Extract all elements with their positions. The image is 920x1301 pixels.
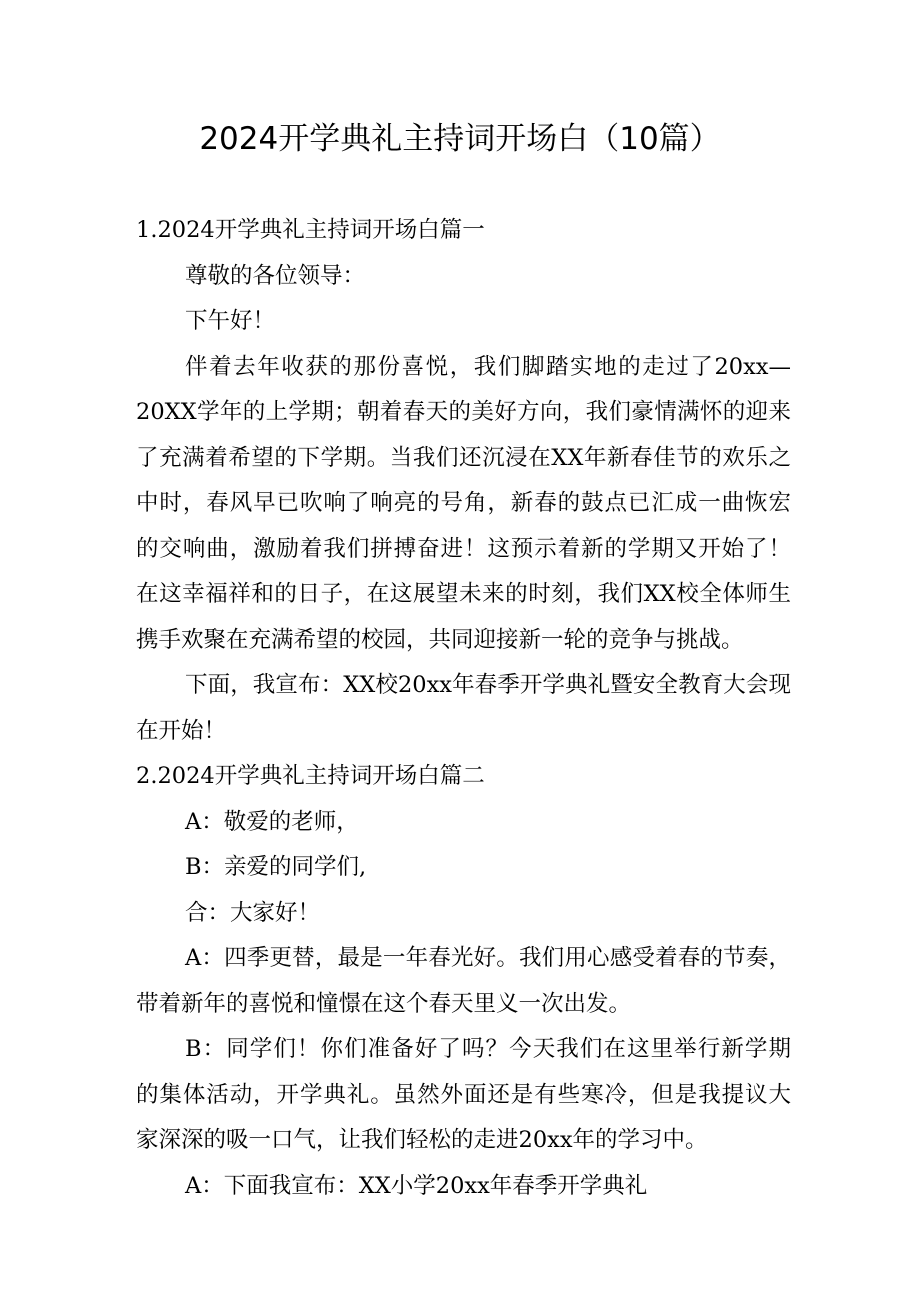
paragraph-line: 伴着去年收获的那份喜悦，我们脚踏实地的走过了20xx— — [185, 353, 791, 380]
paragraph-line: 的集体活动，开学典礼。虽然外面还是有些寒冷，但是我提议大 — [136, 1081, 791, 1108]
dialogue-line-a: A：敬爱的老师， — [185, 808, 359, 835]
document-body — [136, 208, 791, 1209]
dialogue-line-together: 合：大家好！ — [185, 899, 321, 926]
paragraph-line: 下面，我宣布：XX校20xx年春季开学典礼暨安全教育大会现 — [185, 672, 791, 698]
paragraph-line: B：同学们！你们准备好了吗？今天我们在这里举行新学期 — [185, 1036, 791, 1062]
paragraph-line: 中时，春风早已吹响了响亮的号角，新春的鼓点已汇成一曲恢宏 — [136, 490, 791, 516]
paragraph-line: 的交响曲，激励着我们拼搏奋进！这预示着新的学期又开始了！ — [136, 535, 791, 562]
paragraph-line: 了充满着希望的下学期。当我们还沉浸在XX年新春佳节的欢乐之 — [136, 444, 791, 471]
document-title: 2024开学典礼主持词开场白（10篇） — [199, 121, 721, 157]
dialogue-line-b: B：亲爱的同学们, — [185, 854, 367, 880]
paragraph-line: 携手欢聚在充满希望的校园，共同迎接新一轮的竞争与挑战。 — [136, 626, 744, 653]
dialogue-line-a-announcement: A：下面我宣布：XX小学20xx年春季开学典礼 — [185, 1172, 648, 1199]
section-2-heading: 2.2024开学典礼主持词开场白篇二 — [136, 763, 485, 789]
paragraph-opening — [136, 345, 791, 664]
paragraph-line: 20XX学年的上学期；朝着春天的美好方向，我们豪情满怀的迎来 — [136, 399, 791, 425]
greeting-leaders: 尊敬的各位领导： — [185, 262, 366, 289]
paragraph-line: 在开始！ — [136, 717, 227, 744]
greeting-afternoon: 下午好！ — [185, 308, 276, 334]
paragraph-line: 家深深的吸一口气，让我们轻松的走进20xx年的学习中。 — [136, 1127, 708, 1153]
paragraph-line: A：四季更替，最是一年春光好。我们用心感受着春的节奏， — [185, 945, 791, 971]
paragraph-line: 在这幸福祥和的日子，在这展望未来的时刻，我们XX校全体师生 — [136, 581, 791, 607]
section-1-heading: 1.2024开学典礼主持词开场白篇一 — [136, 217, 485, 243]
paragraph-dialogue-b — [136, 1027, 791, 1164]
paragraph-dialogue-a — [136, 936, 791, 1027]
paragraph-line: 带着新年的喜悦和憧憬在这个春天里义一次出发。 — [136, 990, 632, 1017]
paragraph-announcement — [136, 663, 791, 754]
